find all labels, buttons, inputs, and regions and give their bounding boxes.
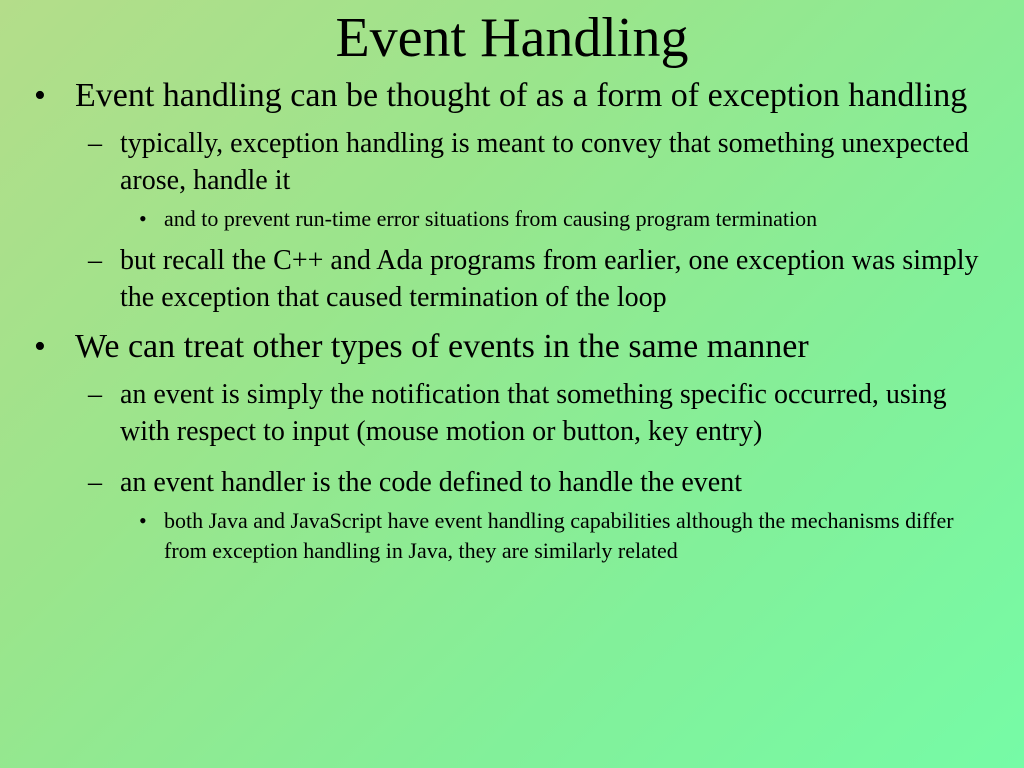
sub-bullet-item xyxy=(32,464,982,501)
bullet-marker: • xyxy=(139,508,147,533)
slide-title: Event Handling xyxy=(335,7,689,69)
sub-bullet-text: typically, exception handling is meant to convey that something unexpected arose, handle it xyxy=(120,128,969,196)
sub-bullet-text: an event is simply the notification that something specific occurred, using with respect to input (mouse motion or button, key entry) xyxy=(120,379,947,447)
sub-bullet-item xyxy=(32,125,982,199)
sub-sub-bullet-text: and to prevent run-time error situations from causing program termination xyxy=(164,206,818,231)
dash-marker: – xyxy=(88,245,102,276)
bullet-marker: • xyxy=(34,328,46,365)
bullet-item xyxy=(32,77,982,115)
sub-bullet-text: an event handler is the code defined to handle the event xyxy=(120,467,742,498)
sub-bullet-item xyxy=(32,242,982,316)
dash-marker: – xyxy=(88,467,102,498)
bullet-item xyxy=(32,328,982,366)
sub-bullet-text: but recall the C++ and Ada programs from earlier, one exception was simply the exception that caused termination of the loop xyxy=(120,245,979,313)
dash-marker: – xyxy=(88,379,102,410)
bullet-marker: • xyxy=(34,77,46,114)
sub-sub-bullet-item xyxy=(32,204,982,234)
bullet-text: We can treat other types of events in the same manner xyxy=(75,328,809,365)
slide-content xyxy=(32,77,982,566)
sub-sub-bullet-item xyxy=(32,506,982,566)
sub-sub-bullet-text: both Java and JavaScript have event handling capabilities although the mechanisms differ from exception handling in Java, they are similarly related xyxy=(164,508,954,563)
bullet-text: Event handling can be thought of as a form of exception handling xyxy=(75,77,968,114)
sub-bullet-item xyxy=(32,376,982,450)
bullet-marker: • xyxy=(139,206,147,231)
dash-marker: – xyxy=(88,128,102,159)
